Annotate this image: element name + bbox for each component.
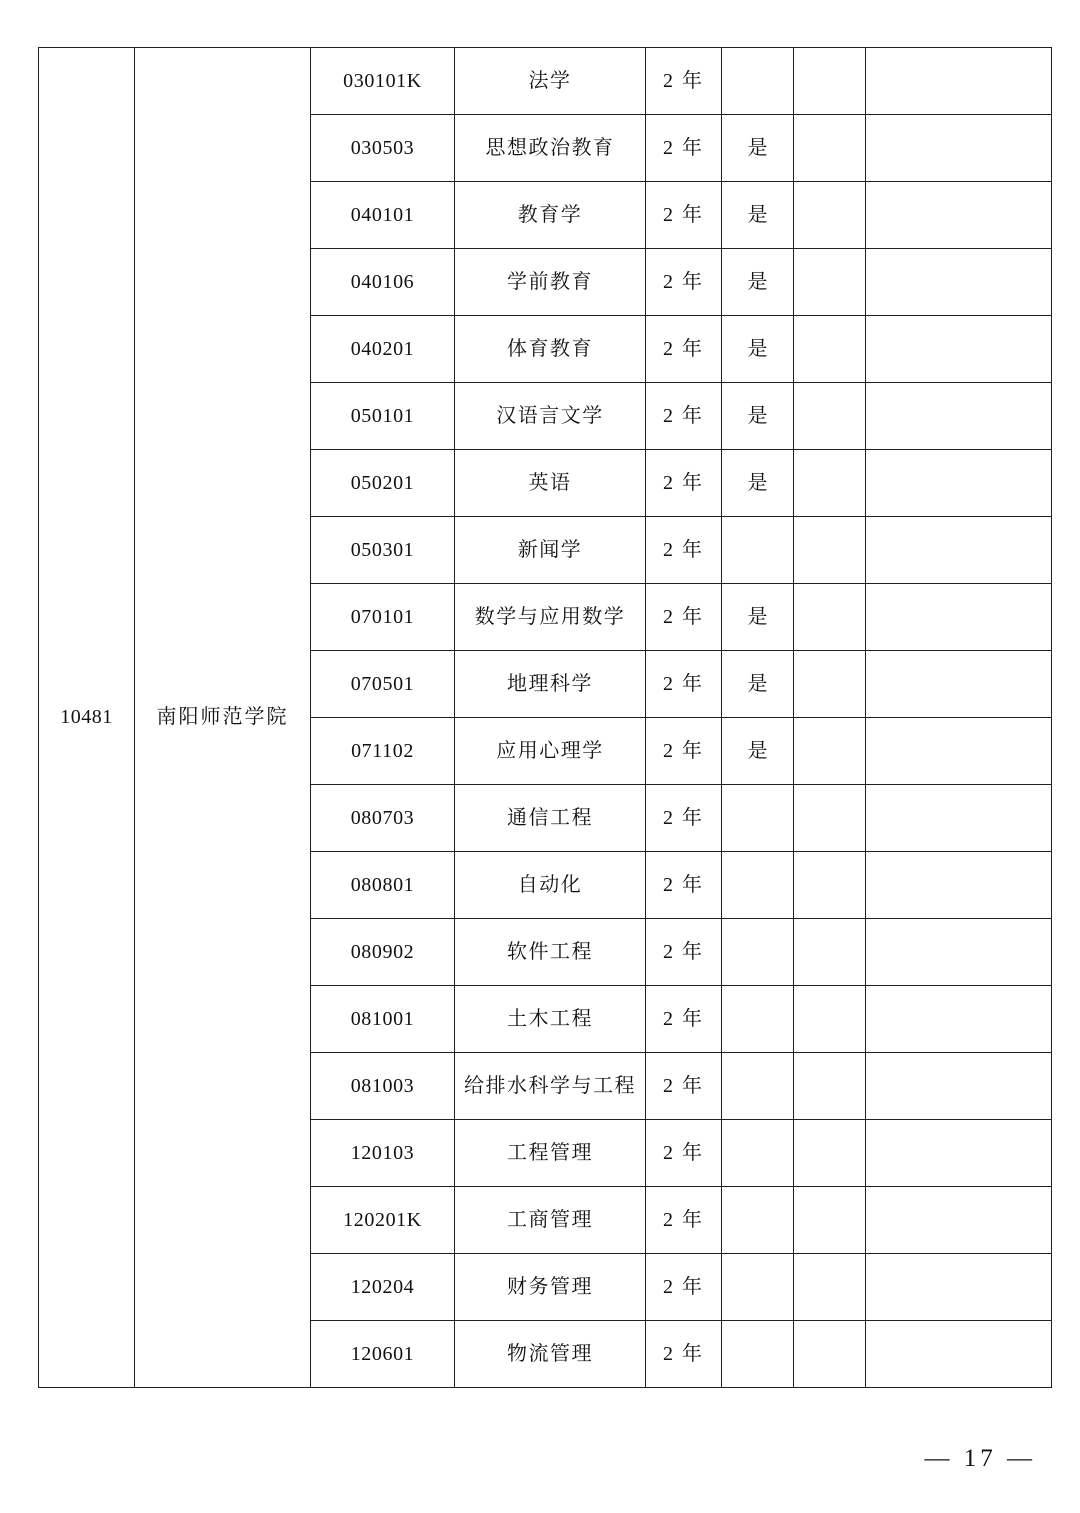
major-code-cell: 030503 (311, 115, 455, 182)
major-code-cell: 120204 (311, 1254, 455, 1321)
major-name-cell: 汉语言文学 (455, 383, 646, 450)
flag-primary-cell (722, 785, 794, 852)
major-code-cell: 081001 (311, 986, 455, 1053)
study-years-cell: 2 年 (646, 919, 722, 986)
note-cell (866, 1254, 1052, 1321)
major-code-cell: 040106 (311, 249, 455, 316)
study-years-cell: 2 年 (646, 48, 722, 115)
flag-secondary-cell (794, 115, 866, 182)
major-name-cell: 体育教育 (455, 316, 646, 383)
flag-secondary-cell (794, 651, 866, 718)
flag-secondary-cell (794, 986, 866, 1053)
study-years-cell: 2 年 (646, 584, 722, 651)
flag-secondary-cell (794, 450, 866, 517)
flag-primary-cell: 是 (722, 450, 794, 517)
study-years-cell: 2 年 (646, 785, 722, 852)
major-code-cell: 080703 (311, 785, 455, 852)
major-name-cell: 法学 (455, 48, 646, 115)
flag-primary-cell (722, 986, 794, 1053)
flag-secondary-cell (794, 584, 866, 651)
note-cell (866, 517, 1052, 584)
study-years-cell: 2 年 (646, 450, 722, 517)
note-cell (866, 450, 1052, 517)
study-years-cell: 2 年 (646, 249, 722, 316)
major-code-cell: 040101 (311, 182, 455, 249)
major-name-cell: 土木工程 (455, 986, 646, 1053)
admissions-table-container (38, 47, 1043, 1388)
major-code-cell: 050301 (311, 517, 455, 584)
major-code-cell: 050101 (311, 383, 455, 450)
major-code-cell: 080801 (311, 852, 455, 919)
flag-secondary-cell (794, 1053, 866, 1120)
note-cell (866, 919, 1052, 986)
major-code-cell: 070501 (311, 651, 455, 718)
flag-secondary-cell (794, 182, 866, 249)
major-name-cell: 财务管理 (455, 1254, 646, 1321)
major-code-cell: 070101 (311, 584, 455, 651)
study-years-cell: 2 年 (646, 115, 722, 182)
major-code-cell: 040201 (311, 316, 455, 383)
note-cell (866, 48, 1052, 115)
study-years-cell: 2 年 (646, 986, 722, 1053)
flag-secondary-cell (794, 517, 866, 584)
note-cell (866, 249, 1052, 316)
flag-primary-cell: 是 (722, 584, 794, 651)
major-code-cell: 071102 (311, 718, 455, 785)
note-cell (866, 785, 1052, 852)
major-code-cell: 120201K (311, 1187, 455, 1254)
major-name-cell: 工商管理 (455, 1187, 646, 1254)
flag-primary-cell: 是 (722, 249, 794, 316)
flag-secondary-cell (794, 852, 866, 919)
major-name-cell: 英语 (455, 450, 646, 517)
note-cell (866, 651, 1052, 718)
note-cell (866, 1321, 1052, 1388)
flag-primary-cell: 是 (722, 651, 794, 718)
study-years-cell: 2 年 (646, 1187, 722, 1254)
flag-secondary-cell (794, 48, 866, 115)
study-years-cell: 2 年 (646, 517, 722, 584)
major-name-cell: 地理科学 (455, 651, 646, 718)
flag-primary-cell (722, 1187, 794, 1254)
study-years-cell: 2 年 (646, 1321, 722, 1388)
major-name-cell: 新闻学 (455, 517, 646, 584)
study-years-cell: 2 年 (646, 383, 722, 450)
note-cell (866, 852, 1052, 919)
table-body (39, 48, 1052, 1388)
major-name-cell: 工程管理 (455, 1120, 646, 1187)
study-years-cell: 2 年 (646, 718, 722, 785)
flag-secondary-cell (794, 785, 866, 852)
flag-secondary-cell (794, 1187, 866, 1254)
study-years-cell: 2 年 (646, 316, 722, 383)
major-code-cell: 081003 (311, 1053, 455, 1120)
flag-secondary-cell (794, 718, 866, 785)
note-cell (866, 316, 1052, 383)
major-code-cell: 080902 (311, 919, 455, 986)
flag-secondary-cell (794, 1120, 866, 1187)
note-cell (866, 1120, 1052, 1187)
major-name-cell: 应用心理学 (455, 718, 646, 785)
major-name-cell: 软件工程 (455, 919, 646, 986)
flag-primary-cell: 是 (722, 115, 794, 182)
note-cell (866, 584, 1052, 651)
flag-secondary-cell (794, 249, 866, 316)
flag-secondary-cell (794, 383, 866, 450)
flag-primary-cell (722, 1120, 794, 1187)
major-name-cell: 思想政治教育 (455, 115, 646, 182)
flag-secondary-cell (794, 316, 866, 383)
note-cell (866, 383, 1052, 450)
major-name-cell: 自动化 (455, 852, 646, 919)
school-name-cell: 南阳师范学院 (135, 48, 311, 1388)
flag-primary-cell: 是 (722, 182, 794, 249)
note-cell (866, 1187, 1052, 1254)
flag-primary-cell: 是 (722, 718, 794, 785)
major-name-cell: 通信工程 (455, 785, 646, 852)
major-name-cell: 学前教育 (455, 249, 646, 316)
major-name-cell: 数学与应用数学 (455, 584, 646, 651)
page-number: — 17 — (924, 1445, 1036, 1472)
note-cell (866, 115, 1052, 182)
flag-primary-cell (722, 1321, 794, 1388)
major-name-cell: 教育学 (455, 182, 646, 249)
table-row (39, 48, 1052, 115)
major-code-cell: 030101K (311, 48, 455, 115)
flag-primary-cell (722, 1254, 794, 1321)
flag-secondary-cell (794, 919, 866, 986)
flag-primary-cell (722, 48, 794, 115)
major-code-cell: 050201 (311, 450, 455, 517)
study-years-cell: 2 年 (646, 1120, 722, 1187)
school-code-cell: 10481 (39, 48, 135, 1388)
admissions-table (38, 47, 1052, 1388)
study-years-cell: 2 年 (646, 1254, 722, 1321)
flag-primary-cell (722, 852, 794, 919)
note-cell (866, 182, 1052, 249)
flag-primary-cell (722, 919, 794, 986)
flag-secondary-cell (794, 1254, 866, 1321)
note-cell (866, 1053, 1052, 1120)
note-cell (866, 718, 1052, 785)
flag-primary-cell (722, 517, 794, 584)
flag-primary-cell: 是 (722, 316, 794, 383)
study-years-cell: 2 年 (646, 182, 722, 249)
flag-primary-cell: 是 (722, 383, 794, 450)
study-years-cell: 2 年 (646, 852, 722, 919)
major-name-cell: 给排水科学与工程 (455, 1053, 646, 1120)
flag-secondary-cell (794, 1321, 866, 1388)
study-years-cell: 2 年 (646, 1053, 722, 1120)
flag-primary-cell (722, 1053, 794, 1120)
major-code-cell: 120601 (311, 1321, 455, 1388)
major-name-cell: 物流管理 (455, 1321, 646, 1388)
note-cell (866, 986, 1052, 1053)
study-years-cell: 2 年 (646, 651, 722, 718)
major-code-cell: 120103 (311, 1120, 455, 1187)
